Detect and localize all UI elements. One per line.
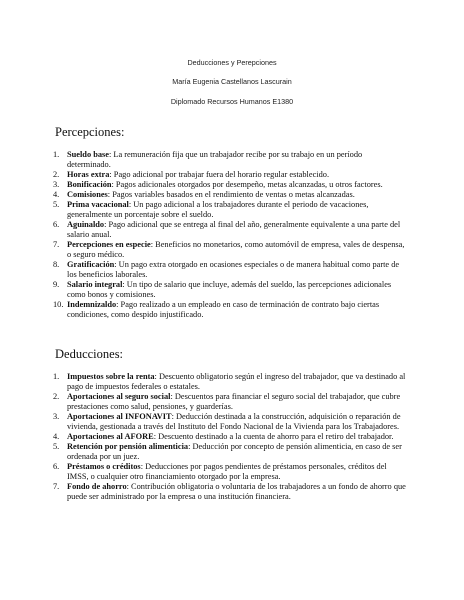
list-item: 6. Aguinaldo: Pago adicional que se entrega al final del año, generalmente equivalente a una parte del salario anual. <box>53 220 401 239</box>
list-item: 4. Comisiones: Pagos variables basados en el rendimiento de ventas o metas alcanzadas. <box>53 190 355 199</box>
deducciones-list <box>53 372 407 502</box>
list-item: 7. Fondo de ahorro: Contribución obligatoria o voluntaria de los trabajadores a un fondo de ahorro que puede ser administrado por la empresa o una institución financiera. <box>53 482 406 501</box>
deducciones-heading: Deducciones: <box>55 347 124 361</box>
list-item: 6. Préstamos o créditos: Deducciones por pagos pendientes de préstamos personales, créditos del IMSS, o cualquier otro financiamiento otorgado por la empresa. <box>53 462 387 481</box>
list-item: 2. Aportaciones al seguro social: Descuentos para financiar el seguro social del trabajador, que cubre prestaciones como salud, pensiones, y guarderías. <box>53 392 401 411</box>
list-item: 1. Sueldo base: La remuneración fija que un trabajador recibe por su trabajo en un período determinado. <box>53 150 363 169</box>
list-item: 8. Gratificación: Un pago extra otorgado en ocasiones especiales o de manera habitual como parte de los beneficios laborales. <box>53 260 400 279</box>
document-course: Diplomado Recursos Humanos E1380 <box>170 97 294 106</box>
list-item: 3. Bonificación: Pagos adicionales otorgados por desempeño, metas alcanzadas, u otros factores. <box>53 180 383 189</box>
list-item: 5. Prima vacacional: Un pago adicional a los trabajadores durante el periodo de vacaciones, generalmente un porcentaje sobre el sueldo. <box>53 200 369 219</box>
list-item: 3. Aportaciones al INFONAVIT: Deducción destinada a la construcción, adquisición o reparación de vivienda, gestionada a través del Instituto del Fondo Nacional de la Vivienda para los Trabajadores. <box>53 412 401 431</box>
document-title: Deducciones y Perepciones <box>187 58 277 67</box>
list-item: 1. Impuestos sobre la renta: Descuento obligatorio según el ingreso del trabajador, que va destinado al pago de impuestos federales o estatales. <box>53 372 406 391</box>
list-item: 2. Horas extra: Pago adicional por trabajar fuera del horario regular establecido. <box>53 170 330 179</box>
percepciones-list <box>53 150 407 320</box>
list-item: 9. Salario integral: Un tipo de salario que incluye, además del sueldo, las percepciones adicionales como bonos y comisiones. <box>53 280 392 299</box>
list-item: 10. Indemnizaldo: Pago realizado a un empleado en caso de terminación de contrato bajo ciertas condiciones, como despido injustificado. <box>53 300 380 319</box>
document-author: María Eugenia Castellanos Lascurain <box>172 77 292 86</box>
list-item: 7. Percepciones en especie: Beneficios no monetarios, como automóvil de empresa, vales de despensa, o seguro médico. <box>53 240 405 259</box>
list-item: 4. Aportaciones al AFORE: Descuento destinado a la cuenta de ahorro para el retiro del trabajador. <box>53 432 394 441</box>
percepciones-heading: Percepciones: <box>55 125 125 139</box>
list-item: 5. Retención por pensión alimenticia: Deducción por concepto de pensión alimenticia, en caso de ser ordenada por un juez. <box>53 442 402 461</box>
